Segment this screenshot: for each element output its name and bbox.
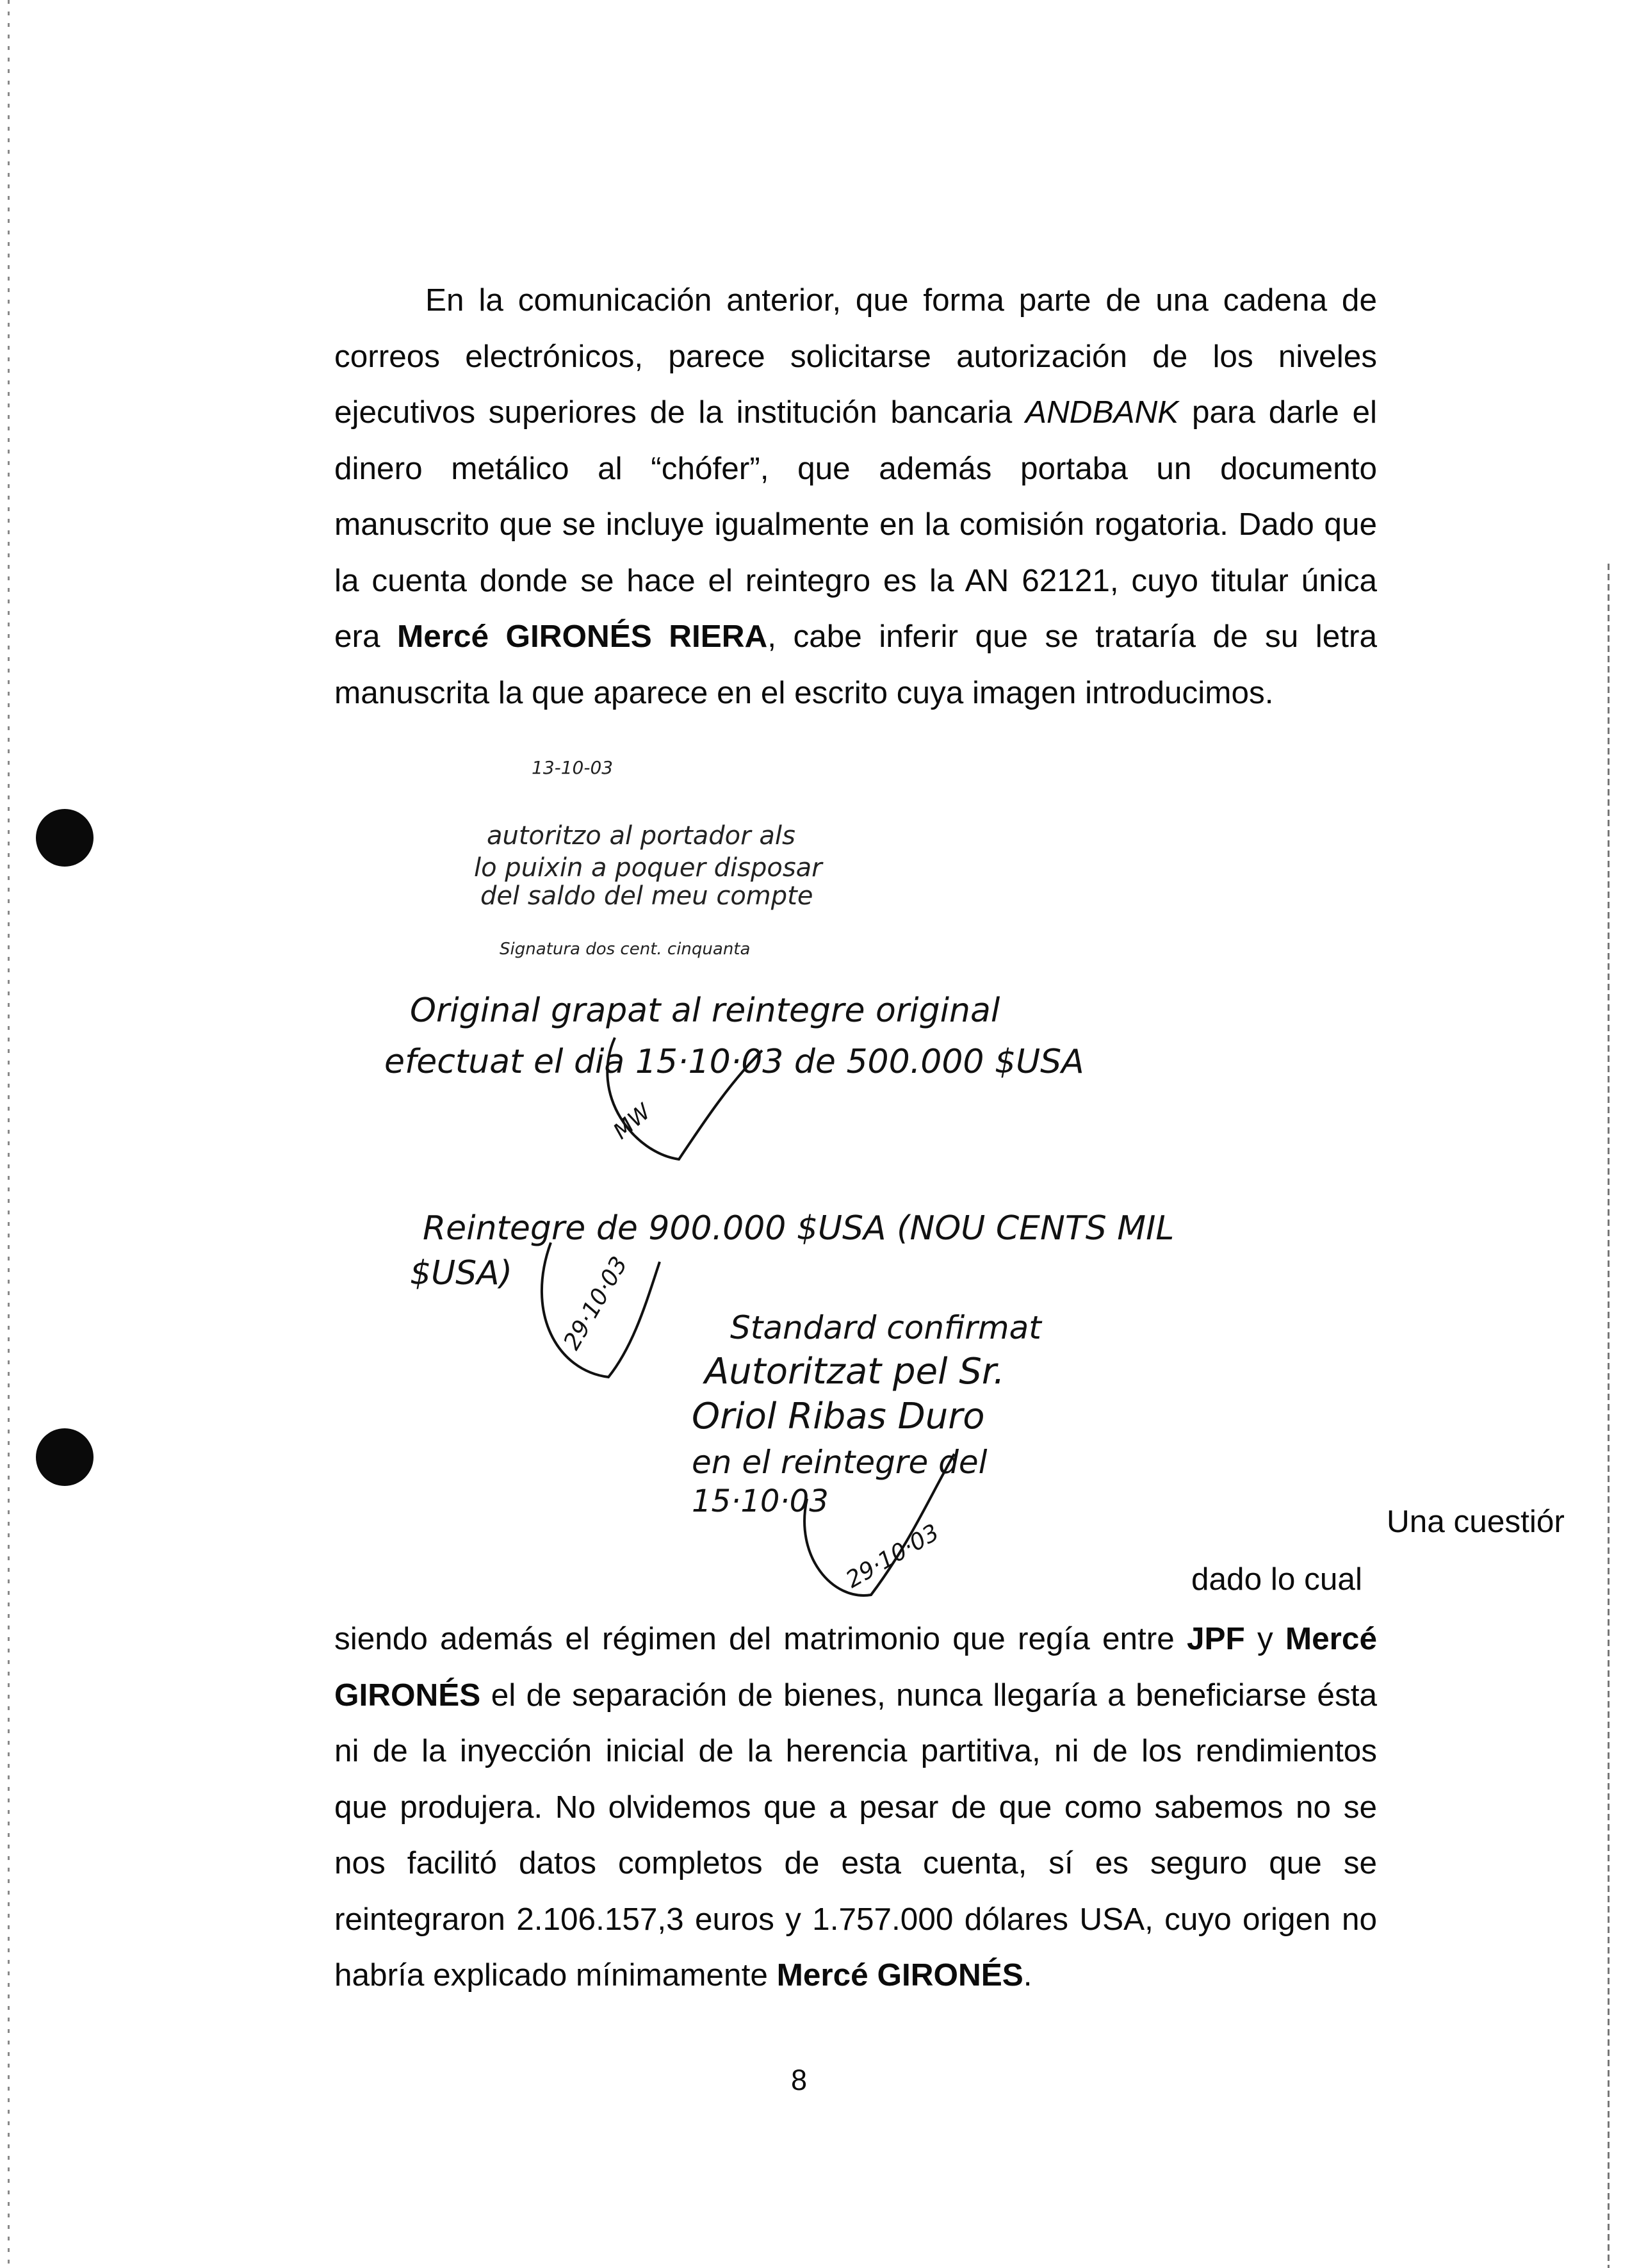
intro-text-3: , cabe inferir que se trataría de su letra manuscrita la que aparece en el escrito cuya imagen introducimos.: [334, 619, 1378, 710]
conclusion-text-4: .: [1023, 1957, 1032, 1993]
manuscript-drawing: [346, 737, 1435, 1633]
paragraph-conclusion: [334, 1611, 1377, 2003]
punch-hole-bottom: [36, 1428, 94, 1486]
stamp-date-2: 29·10·03: [842, 1519, 944, 1594]
punch-hole-top: [36, 809, 94, 867]
text-fragment-1: Una cuestiór: [1387, 1504, 1565, 1539]
manuscript-image: [346, 737, 1435, 1633]
note-1-line-a: Original grapat al reintegre original: [410, 991, 1000, 1030]
jpf-name: JPF: [1187, 1621, 1245, 1656]
intro-text-2: para darle el dinero metálico al “chófer”, que además portaba un documento manuscrito que se incluye igualmente en la comisión rogatoria. Dado que la cuenta donde se hace el reintegro es la AN 62121, cuyo titular única era: [334, 395, 1378, 654]
text-fragment-2: dado lo cual: [1191, 1562, 1362, 1597]
bank-name: ANDBANK: [1025, 395, 1179, 430]
note-3-line-c: Oriol Ribas Duro: [692, 1396, 985, 1437]
stamp-date-1: 29·10·03: [558, 1252, 633, 1355]
conclusion-text-1: siendo además el régimen del matrimonio que regía entre: [334, 1621, 1187, 1656]
note-1-line-b: efectuat el dia 15·10·03 de 500.000 $USA: [384, 1043, 1084, 1081]
stamp-initials-1: MW: [608, 1098, 656, 1145]
manuscript-line-2: lo puixin a poquer disposar: [474, 853, 822, 883]
conclusion-text-2: y: [1244, 1621, 1285, 1656]
manuscript-line-3: del saldo del meu compte: [480, 881, 813, 911]
note-3-line-e: 15·10·03: [692, 1483, 829, 1519]
paragraph-intro: [334, 272, 1377, 721]
scan-edge-right: [1608, 564, 1610, 2268]
note-3-line-a: Standard confirmat: [730, 1309, 1041, 1346]
scan-edge-left: [8, 0, 10, 2268]
manuscript-date: 13-10-03: [532, 757, 614, 778]
holder-name: Mercé GIRONÉS RIERA: [397, 619, 768, 654]
note-2-line-a: Reintegre de 900.000 $USA (NOU CENTS MIL: [423, 1209, 1175, 1248]
note-2-line-b: $USA): [410, 1254, 513, 1293]
note-3-line-b: Autoritzat pel Sr.: [705, 1351, 1005, 1392]
gironés-name-1: Mercé GIRONÉS: [334, 1621, 1377, 1713]
note-3-line-d: en el reintegre del: [692, 1444, 988, 1481]
intro-text-1: En la comunicación anterior, que forma parte de una cadena de correos electrónicos, parece solicitarse autorización de los niveles ejecutivos superiores de la institución bancaria: [334, 282, 1377, 430]
manuscript-line-4: Signatura dos cent. cinquanta: [500, 940, 751, 959]
conclusion-text-3: el de separación de bienes, nunca llegaría a beneficiarse ésta ni de la inyección inicial de la herencia partitiva, ni de los rendimientos que produjera. No olvidemos que a pesar de que como sabemos no se nos facilitó datos completos de esta cuenta, sí es seguro que se reintegraron 2.106.157,3 euros y 1.757.000 dólares USA, cuyo origen no habría explicado mínimamente: [334, 1677, 1377, 1993]
gironés-name-2: Mercé GIRONÉS: [776, 1957, 1023, 1993]
manuscript-line-1: autoritzo al portador als: [487, 821, 795, 851]
page-number: 8: [791, 2064, 808, 2096]
